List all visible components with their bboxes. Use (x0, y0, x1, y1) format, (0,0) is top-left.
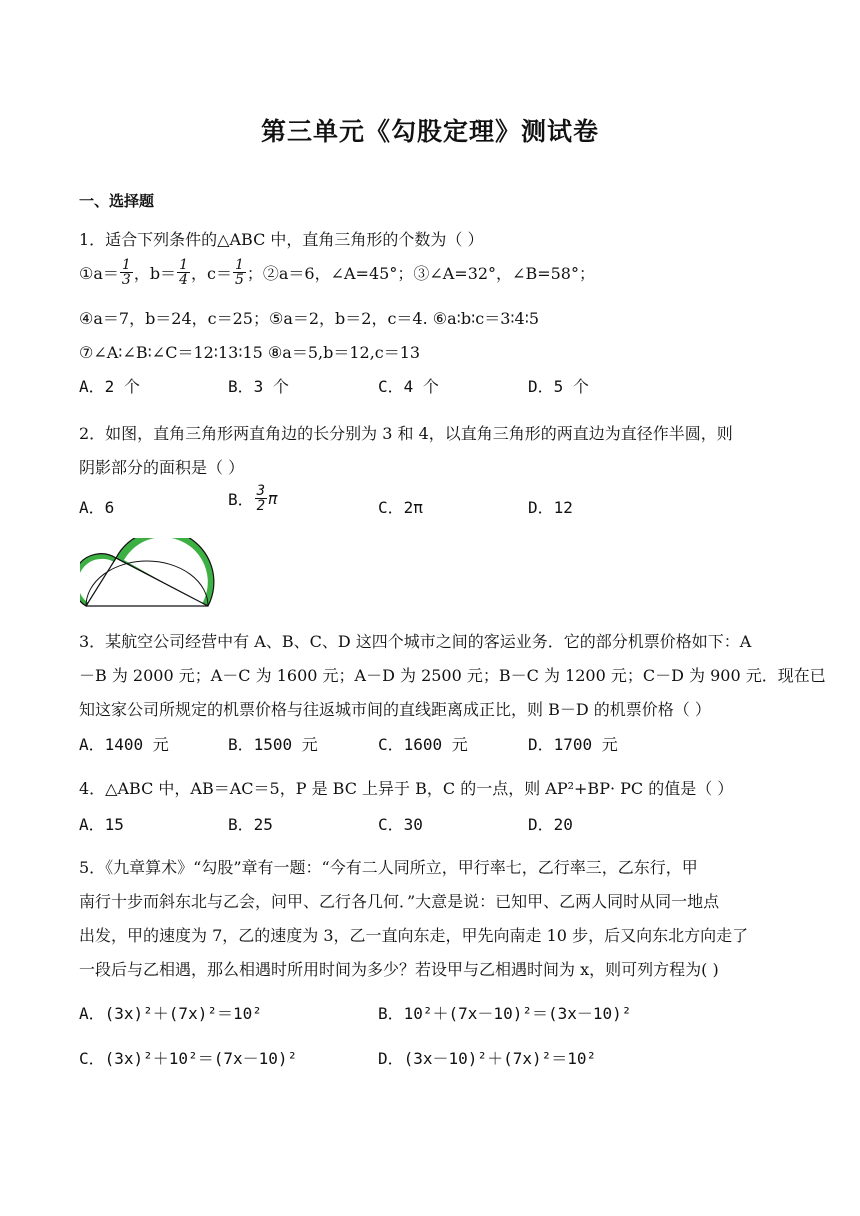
section-heading: 一、选择题 (79, 192, 155, 210)
q1-line1 (79, 258, 595, 287)
semicircle-figure (80, 538, 215, 610)
q5-stem-line2: 南行十步而斜东北与乙会，问甲、乙行各几何．”大意是说：已知甲、乙两人同时从同一地点 (79, 892, 720, 911)
q4-option-b: B．25 (228, 815, 273, 834)
q2-option-a: A．6 (79, 498, 115, 517)
q4-option-a: A．15 (79, 815, 124, 834)
q4-option-d: D．20 (528, 815, 573, 834)
q2-stem-line2: 阴影部分的面积是（ ） (79, 458, 245, 477)
q2-option-b (228, 484, 278, 513)
q1-text-c: ，c＝ (190, 264, 232, 283)
q3-stem-line1: 3．某航空公司经营中有 A、B、C、D 这四个城市之间的客运业务．它的部分机票价格如下：A (79, 632, 752, 651)
q3-stem-line2: －B 为 2000 元；A－C 为 1600 元；A－D 为 2500 元；B－C 为 1200 元；C－D 为 900 元．现在已 (79, 666, 826, 685)
q1-option-b: B．3 个 (228, 377, 289, 396)
q5-option-d: D．(3x－10)²＋(7x)²＝10² (378, 1049, 597, 1068)
q4-option-c: C．30 (378, 815, 423, 834)
page-title: 第三单元《勾股定理》测试卷 (260, 117, 599, 146)
fraction-3-2: $\frac{3}{2}$ (256, 483, 266, 514)
q5-stem-line3: 出发，甲的速度为 7，乙的速度为 3，乙一直向东走，甲先向南走 10 步，后又向东北方向走了 (79, 926, 749, 945)
q1-stem: 1．适合下列条件的△ABC 中，直角三角形的个数为（ ） (79, 230, 484, 249)
fraction-1-4: $\frac{1}{4}$ (179, 257, 188, 288)
q1-text-rest: ；②a＝6，∠A=45°；③∠A=32°，∠B=58°； (246, 264, 595, 283)
q3-option-d: D．1700 元 (528, 735, 618, 754)
q2-option-d: D．12 (528, 498, 573, 517)
q1-text-a: ①a＝ (79, 264, 119, 283)
q5-stem-line4: 一段后与乙相遇，那么相遇时所用时间为多少？若设甲与乙相遇时间为 x，则可列方程为( ) (79, 960, 719, 979)
fraction-1-5: $\frac{1}{5}$ (234, 257, 244, 288)
q2-option-c: C．2π (378, 498, 423, 517)
q5-stem-line1: 5．《九章算术》“勾股”章有一题：“今有二人同所立，甲行率七，乙行率三，乙东行，甲 (79, 858, 698, 877)
q3-option-b: B．1500 元 (228, 735, 318, 754)
q1-option-d: D．5 个 (528, 377, 589, 396)
q3-option-a: A．1400 元 (79, 735, 169, 754)
q5-option-a: A．(3x)²＋(7x)²＝10² (79, 1004, 262, 1023)
q1-line3: ⑦∠A∶∠B∶∠C＝12∶13∶15 ⑧a＝5,b＝12,c＝13 (79, 343, 421, 362)
q5-option-b: B．10²＋(7x－10)²＝(3x－10)² (378, 1004, 632, 1023)
fraction-1-3: $\frac{1}{3}$ (121, 257, 131, 288)
q5-option-c: C．(3x)²＋10²＝(7x－10)² (79, 1049, 298, 1068)
pi-symbol: π (268, 489, 278, 508)
q2-option-b-prefix: B． (228, 490, 254, 509)
q1-text-b: ，b＝ (133, 264, 177, 283)
q1-option-a: A．2 个 (79, 377, 140, 396)
q3-option-c: C．1600 元 (378, 735, 468, 754)
q3-stem-line3: 知这家公司所规定的机票价格与往返城市间的直线距离成正比，则 B－D 的机票价格（ ） (79, 700, 711, 719)
q1-line2: ④a＝7，b＝24，c＝25；⑤a＝2，b＝2，c＝4. ⑥a∶b∶c＝3∶4∶5 (79, 309, 540, 328)
q4-stem: 4．△ABC 中，AB＝AC＝5，P 是 BC 上异于 B，C 的一点，则 AP²+BP· PC 的值是（ ） (79, 779, 734, 798)
q1-option-c: C．4 个 (378, 377, 439, 396)
q2-stem-line1: 2．如图，直角三角形两直角边的长分别为 3 和 4，以直角三角形的两直边为直径作半圆，则 (79, 424, 733, 443)
